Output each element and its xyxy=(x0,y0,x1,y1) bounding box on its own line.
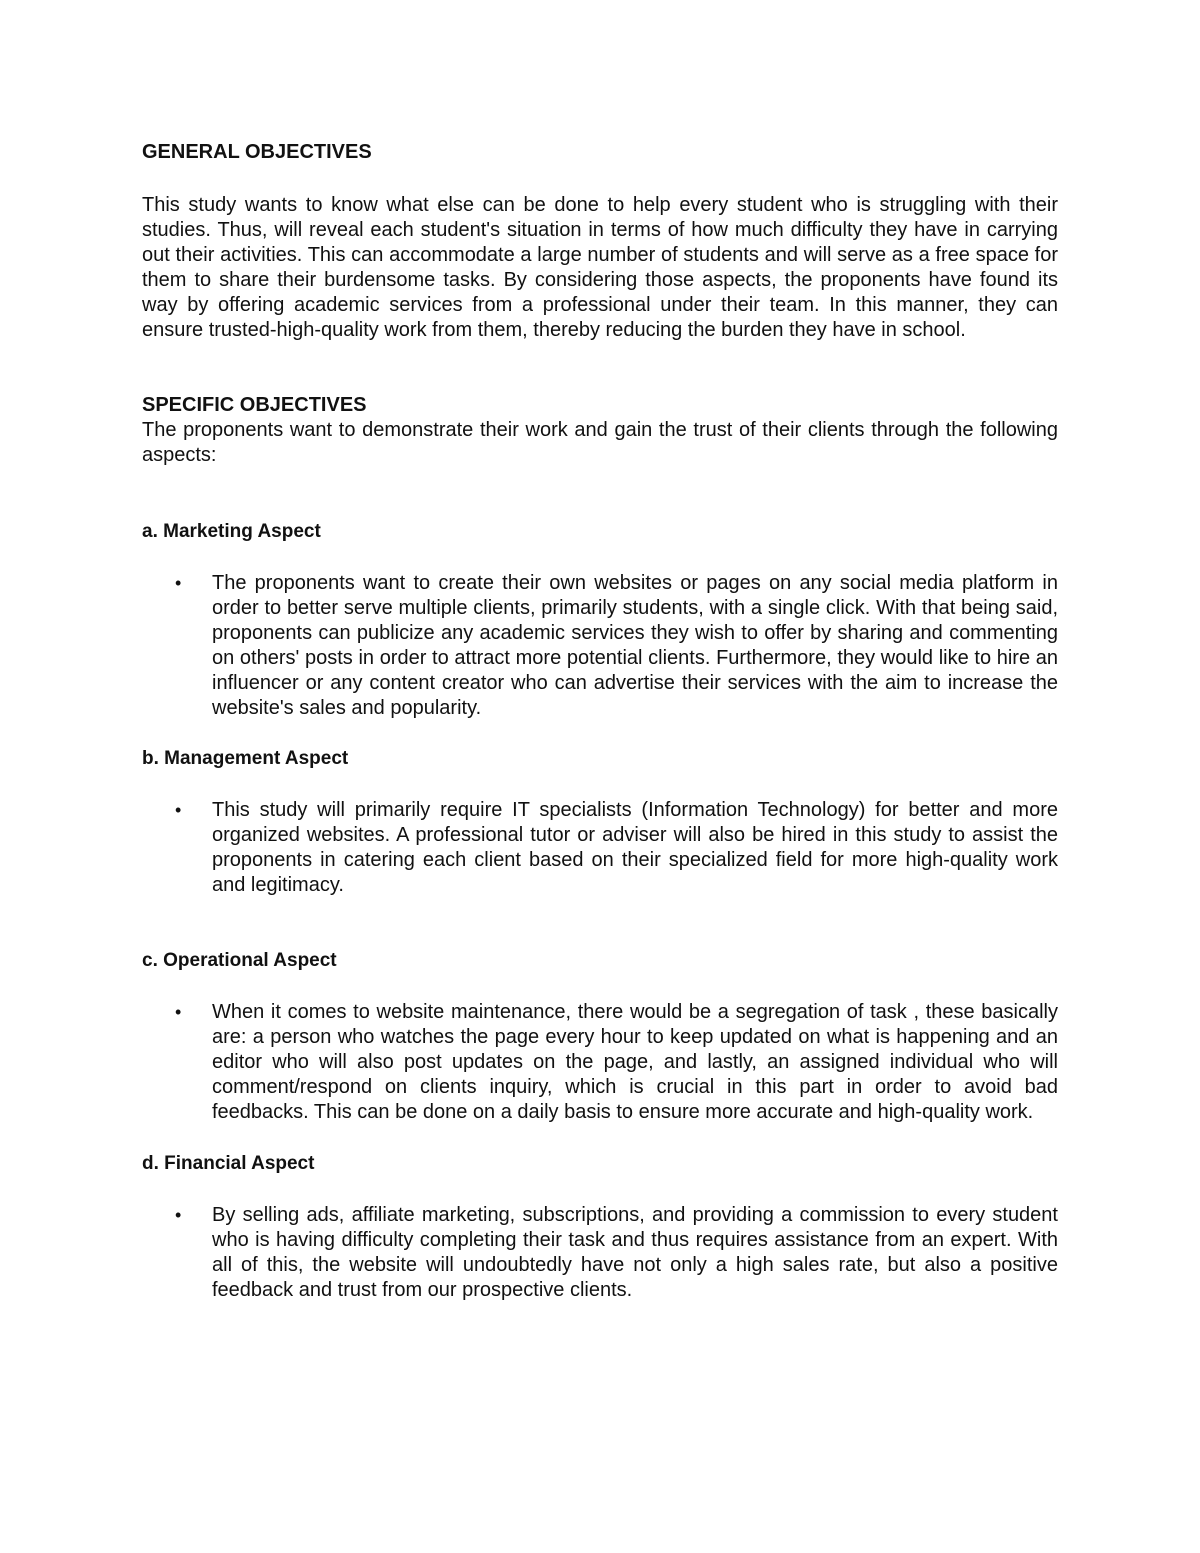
financial-aspect-text: By selling ads, affiliate marketing, subscriptions, and providing a commission to every student who is having difficulty completing their task and thus requires assistance from an expert. With all of this, the website will undoubtedly have not only a high sales rate, but also a positive feedback and trust from our prospective clients. xyxy=(212,1204,1058,1301)
marketing-aspect-section xyxy=(142,519,1058,721)
operational-aspect-section xyxy=(142,948,1058,1125)
general-objectives-paragraph: This study wants to know what else can be done to help every student who is struggling with their studies. Thus, will reveal each student's situation in terms of how much difficulty they have in carrying out their activities. This can accommodate a large number of students and will serve as a free space for them to share their burdensome tasks. By considering those aspects, the proponents have found its way by offering academic services from a professional under their team. In this manner, they can ensure trusted-high-quality work from them, thereby reducing the burden they have in school. xyxy=(142,194,1058,341)
specific-objectives-heading: SPECIFIC OBJECTIVES xyxy=(142,394,367,416)
list-item xyxy=(142,1000,1058,1125)
marketing-aspect-list xyxy=(142,571,1058,721)
operational-aspect-list xyxy=(142,1000,1058,1125)
operational-aspect-text: When it comes to website maintenance, there would be a segregation of task , these basically are: a person who watches the page every hour to keep updated on what is happening and an editor who will also post updates on the page, and lastly, an assigned individual who will comment/respond on clients inquiry, which is crucial in this part in order to avoid bad feedbacks. This can be done on a daily basis to ensure more accurate and high-quality work. xyxy=(212,1001,1058,1123)
financial-aspect-title: d. Financial Aspect xyxy=(142,1153,315,1174)
management-aspect-section xyxy=(142,746,1058,898)
bullet-icon: • xyxy=(175,1205,182,1225)
management-aspect-list xyxy=(142,798,1058,898)
general-objectives-heading: GENERAL OBJECTIVES xyxy=(142,141,372,163)
bullet-icon: • xyxy=(175,573,182,593)
specific-objectives-paragraph: The proponents want to demonstrate their work and gain the trust of their clients through the following aspects: xyxy=(142,419,1058,466)
document-page xyxy=(142,140,1058,1303)
marketing-aspect-title: a. Marketing Aspect xyxy=(142,521,321,542)
marketing-aspect-text: The proponents want to create their own websites or pages on any social media platform in order to better serve multiple clients, primarily students, with a single click. With that being said, proponents can publicize any academic services they wish to offer by sharing and commenting on others' posts in order to attract more potential clients. Furthermore, they would like to hire an influencer or any content creator who can advertise their services with the aim to increase the website's sales and popularity. xyxy=(212,572,1058,719)
list-item xyxy=(142,798,1058,898)
list-item xyxy=(142,1203,1058,1303)
operational-aspect-title: c. Operational Aspect xyxy=(142,950,337,971)
financial-aspect-section xyxy=(142,1151,1058,1303)
financial-aspect-list xyxy=(142,1203,1058,1303)
bullet-icon: • xyxy=(175,1002,182,1022)
list-item xyxy=(142,571,1058,721)
management-aspect-title: b. Management Aspect xyxy=(142,748,349,769)
bullet-icon: • xyxy=(175,800,182,820)
management-aspect-text: This study will primarily require IT specialists (Information Technology) for better and more organized websites. A professional tutor or adviser will also be hired in this study to assist the proponents in catering each client based on their specialized field for more high-quality work and legitimacy. xyxy=(212,799,1058,896)
